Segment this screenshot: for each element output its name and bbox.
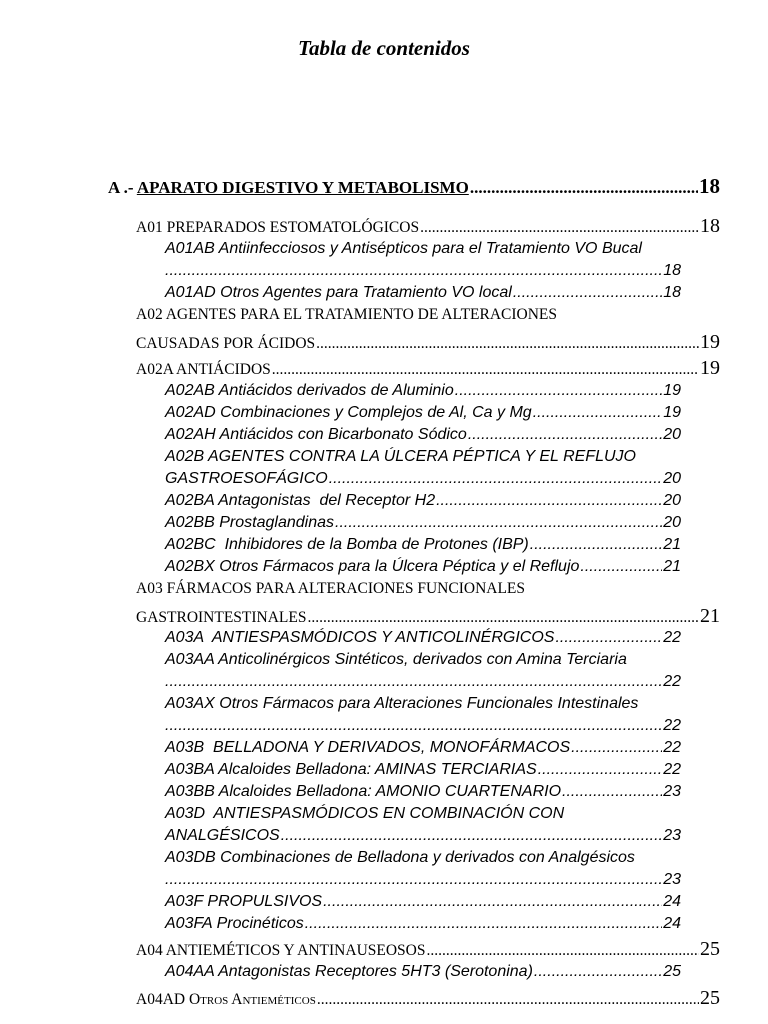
toc-entry-a02bb[interactable] bbox=[165, 514, 681, 532]
page-number: 19 bbox=[663, 404, 681, 421]
page-number: 18 bbox=[663, 284, 681, 301]
toc-entry-a02ad[interactable] bbox=[165, 404, 681, 422]
section-prefix: A .- bbox=[108, 178, 137, 197]
toc-entry-a02ab[interactable] bbox=[165, 382, 681, 400]
page-number: 22 bbox=[663, 629, 681, 646]
dot-leader bbox=[165, 673, 662, 691]
dot-leader bbox=[530, 536, 662, 554]
entry-label: A02AB Antiácidos derivados de Aluminio bbox=[165, 382, 454, 399]
page-number: 20 bbox=[663, 470, 681, 487]
toc-entry-a03f[interactable] bbox=[165, 893, 681, 911]
toc-entry-a03b[interactable] bbox=[165, 739, 681, 757]
toc-entry-a03fa[interactable] bbox=[165, 915, 681, 933]
dot-leader bbox=[335, 514, 662, 532]
page-number: 25 bbox=[700, 987, 720, 1009]
dot-leader bbox=[562, 783, 662, 801]
page-number: 25 bbox=[700, 938, 720, 960]
dot-leader bbox=[538, 761, 662, 779]
entry-label: A02AH Antiácidos con Bicarbonato Sódico bbox=[165, 426, 467, 443]
dot-leader bbox=[580, 558, 662, 576]
toc-entry-a03[interactable]: A03 FÁRMACOS PARA ALTERACIONES FUNCIONALES bbox=[136, 580, 526, 597]
entry-label: CAUSADAS POR ÁCIDOS bbox=[136, 335, 316, 352]
toc-entry-a04ad[interactable] bbox=[136, 987, 720, 1010]
toc-entry-a01ad[interactable] bbox=[165, 284, 681, 302]
toc-entry-a04[interactable] bbox=[136, 938, 720, 961]
dot-leader bbox=[468, 426, 662, 444]
page-number: 22 bbox=[663, 761, 681, 778]
dot-leader bbox=[165, 262, 662, 280]
entry-label: A04AD Otros Antieméticos bbox=[136, 991, 316, 1008]
page-title: Tabla de contenidos bbox=[298, 36, 470, 60]
entry-label: A02BB Prostaglandinas bbox=[165, 514, 334, 531]
dot-leader bbox=[316, 335, 699, 353]
toc-entry-a03ax-leader[interactable] bbox=[165, 717, 681, 735]
dot-leader bbox=[308, 609, 700, 627]
dot-leader bbox=[436, 492, 662, 510]
toc-section-a[interactable] bbox=[108, 174, 720, 199]
toc-entry-a02b-cont[interactable] bbox=[165, 470, 681, 488]
dot-leader bbox=[305, 915, 662, 933]
dot-leader bbox=[533, 404, 663, 422]
toc-entry-a02b[interactable]: A02B AGENTES CONTRA LA ÚLCERA PÉPTICA Y EL REFLUJO bbox=[165, 448, 636, 465]
entry-label: A03FA Procinéticos bbox=[165, 915, 304, 932]
dot-leader bbox=[571, 739, 662, 757]
page-number: 18 bbox=[700, 215, 720, 237]
toc-entry-a02ba[interactable] bbox=[165, 492, 681, 510]
dot-leader bbox=[165, 717, 662, 735]
page-number: 21 bbox=[700, 605, 720, 627]
entry-label: A03BA Alcaloides Belladona: AMINAS TERCIARIAS bbox=[165, 761, 537, 778]
page-number: 23 bbox=[663, 783, 681, 800]
entry-label: A03BB Alcaloides Belladona: AMONIO CUARTENARIO bbox=[165, 783, 562, 800]
toc-entry-a03db-leader[interactable] bbox=[165, 871, 681, 889]
entry-label: A02BX Otros Fármacos para la Úlcera Péptica y el Reflujo bbox=[165, 558, 580, 575]
entry-label: A03F PROPULSIVOS bbox=[165, 893, 323, 910]
toc-entry-a01ab[interactable]: A01AB Antiinfecciosos y Antisépticos para el Tratamiento VO Bucal bbox=[165, 240, 642, 257]
page-number: 19 bbox=[700, 331, 720, 353]
toc-entry-a03db[interactable]: A03DB Combinaciones de Belladona y derivados con Analgésicos bbox=[165, 849, 635, 866]
page-number: 20 bbox=[663, 514, 681, 531]
entry-label: A02AD Combinaciones y Complejos de Al, Ca y Mg bbox=[165, 404, 532, 421]
toc-entry-a03ba[interactable] bbox=[165, 761, 681, 779]
dot-leader bbox=[555, 629, 662, 647]
dot-leader bbox=[513, 284, 662, 302]
page-number: 20 bbox=[663, 426, 681, 443]
page-number: 20 bbox=[663, 492, 681, 509]
toc-entry-a02-cont[interactable] bbox=[136, 331, 720, 354]
toc-entry-a02bx[interactable] bbox=[165, 558, 681, 576]
page-number: 18 bbox=[663, 262, 681, 279]
page-number: 24 bbox=[663, 893, 681, 910]
page-number: 19 bbox=[663, 382, 681, 399]
toc-entry-a02a[interactable] bbox=[136, 357, 720, 380]
dot-leader bbox=[323, 893, 662, 911]
page-number: 22 bbox=[663, 739, 681, 756]
toc-entry-a01[interactable] bbox=[136, 215, 720, 238]
dot-leader bbox=[420, 219, 699, 237]
entry-label: ANALGÉSICOS bbox=[165, 827, 280, 844]
dot-leader bbox=[455, 382, 662, 400]
dot-leader bbox=[329, 470, 663, 488]
page-number: 23 bbox=[663, 827, 681, 844]
toc-entry-a03aa-leader[interactable] bbox=[165, 673, 681, 691]
entry-label: A04 ANTIEMÉTICOS Y ANTINAUSEOSOS bbox=[136, 942, 426, 959]
toc-entry-a03aa[interactable]: A03AA Anticolinérgicos Sintéticos, derivados con Amina Terciaria bbox=[165, 651, 627, 668]
dot-leader bbox=[165, 871, 662, 889]
page-number: 21 bbox=[663, 558, 681, 575]
section-label: APARATO DIGESTIVO Y METABOLISMO bbox=[136, 178, 469, 197]
entry-label: A01 PREPARADOS ESTOMATOLÓGICOS bbox=[136, 219, 420, 236]
entry-label: A03B BELLADONA Y DERIVADOS, MONOFÁRMACOS bbox=[165, 739, 571, 756]
toc-entry-a03d-cont[interactable] bbox=[165, 827, 681, 845]
toc-entry-a03d[interactable]: A03D ANTIESPASMÓDICOS EN COMBINACIÓN CON bbox=[165, 805, 565, 822]
page-number: 22 bbox=[663, 717, 681, 734]
dot-leader bbox=[317, 991, 699, 1009]
page-number: 18 bbox=[699, 174, 720, 198]
toc-entry-a02ah[interactable] bbox=[165, 426, 681, 444]
entry-label: A04AA Antagonistas Receptores 5HT3 (Serotonina) bbox=[165, 963, 533, 980]
toc-entry-a01ab-leader[interactable] bbox=[165, 262, 681, 280]
entry-label: A02BA Antagonistas del Receptor H2 bbox=[165, 492, 436, 509]
entry-label: GASTROINTESTINALES bbox=[136, 609, 307, 626]
page-number: 24 bbox=[663, 915, 681, 932]
toc-entry-a03bb[interactable] bbox=[165, 783, 681, 801]
dot-leader bbox=[272, 361, 699, 379]
page-number: 21 bbox=[663, 536, 681, 553]
entry-label: A02A ANTIÁCIDOS bbox=[136, 361, 271, 378]
toc-entry-a02[interactable]: A02 AGENTES PARA EL TRATAMIENTO DE ALTERACIONES bbox=[136, 306, 558, 323]
toc-entry-a02bc[interactable] bbox=[165, 536, 681, 554]
dot-leader bbox=[281, 827, 663, 845]
entry-label: GASTROESOFÁGICO bbox=[165, 470, 328, 487]
toc-entry-a03a[interactable] bbox=[165, 629, 681, 647]
dot-leader bbox=[470, 178, 698, 198]
page-number: 22 bbox=[663, 673, 681, 690]
toc-entry-a04aa[interactable] bbox=[165, 963, 681, 981]
entry-label: A03A ANTIESPASMÓDICOS Y ANTICOLINÉRGICOS bbox=[165, 629, 555, 646]
toc-entry-a03-cont[interactable] bbox=[136, 605, 720, 628]
entry-label: A01AD Otros Agentes para Tratamiento VO local bbox=[165, 284, 512, 301]
toc-entry-a03ax[interactable]: A03AX Otros Fármacos para Alteraciones Funcionales Intestinales bbox=[165, 695, 639, 712]
page-number: 25 bbox=[663, 963, 681, 980]
page-number: 23 bbox=[663, 871, 681, 888]
page-number: 19 bbox=[700, 357, 720, 379]
dot-leader bbox=[534, 963, 662, 981]
dot-leader bbox=[426, 942, 699, 960]
entry-label: A02BC Inhibidores de la Bomba de Protones (IBP) bbox=[165, 536, 529, 553]
